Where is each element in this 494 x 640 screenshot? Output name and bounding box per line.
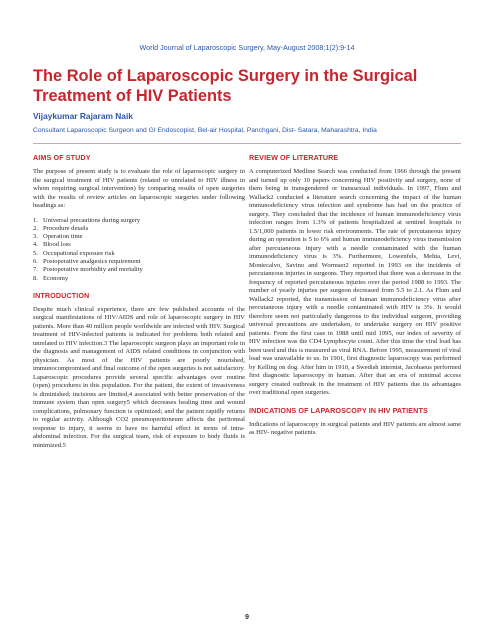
author-affiliation: Consultant Laparoscopic Surgeon and GI Endoscopist, Bel-air Hospital, Panchgani, Dist- Satara, Maharashtra, India — [33, 127, 377, 134]
left-column — [33, 153, 245, 456]
section-divider — [33, 143, 461, 144]
list-item: 4. Blood loss — [33, 241, 71, 249]
list-item: 1. Universal precautions during surgery — [33, 216, 141, 224]
aims-heading: AIMS OF STUDY — [33, 153, 91, 162]
author-name: Vijaykumar Rajaram Naik — [33, 111, 133, 121]
list-item: 8. Economy — [33, 274, 69, 282]
list-item: 3. Operation time — [33, 233, 83, 241]
list-item: 7. Postoperative morbidity and mortality — [33, 266, 143, 274]
review-paragraph: A computerized Medline Search was conducted from 1966 through the present and turned up only 10 papers concerning HIV positivity and surgery, none of them being in transgendered or transsexual individuals. In 1997, Flum and Wallack2 conducted a literature search concerning the impact of the human immunodeficiency virus infection and syndrome has had on the practice of surgery. They concluded that the incidence of human immunodeficiency virus infection ranges from 1.3% of patients hospitalized at sentinel hospitals to 1.5/1,000 patients in lower risk environments. The rate of percutaneous injury during an operation is 5 to 6% and human immunodeficiency virus transmission after percutaneous injury with a needle contaminated with the human immunodeficiency virus is 3%. Furthermore, Lowenfels, Mehta, Levi, Montecalvo, Savino and Wormser2 reported in 1993 on the incidents of percutaneous injuries in surgeons. They reported that there was a decrease in the frequency of reported percutaneous injuries over the period 1988 to 1993. The number of yearly injuries per surgeon decreased from 5.5 to 2.1. As Flum and Wallack2 reported, the transmission of human immunodeficiency virus after percutaneous injury with a needle contaminated with HIV is 3%. It would therefore seem not particularly dangerous to the individual surgeon, providing universal precautions are undertaken, to undertake surgery on HIV positive patients. From the first case in 1988 until mid 1995, our index of severity of HIV infection was the CD4 Lymphocyte count. After this time the viral load has been used and this is measured as viral RNA. Before 1995, measurement of viral load was unavailable to us. In 1901, first diagnostic laparoscopy was performed by Kelling on dog. After him in 1910, a Swedish internist, Jacobaeus performed first diagnostic laparoscopy in human. After that an era of minimal access surgery created outbreak in the treatment of HIV patients due its advantages over traditional open surgeries. — [249, 168, 461, 396]
aims-paragraph: The purpose of present study is to evaluate the role of laparoscopic surgery in the surgical treatment of HIV patients (related or unrelated to HIV illness in whom requiring surgical intervention) by comparing results of open surgeries with the results of review articles on laparoscopic surgeries under following headings as: — [33, 168, 245, 209]
aims-list — [33, 217, 245, 283]
list-item: 6. Postoperative analgesics requirement — [33, 257, 141, 265]
introduction-heading: INTRODUCTION — [33, 290, 90, 300]
article-title: The Role of Laparoscopic Surgery in the Surgical Treatment of HIV Patients — [33, 67, 418, 105]
right-column — [249, 153, 461, 444]
page-number: 9 — [245, 612, 249, 621]
list-item: 5. Occupational exposure risk — [33, 249, 115, 257]
journal-header: World Journal of Laparoscopic Surgery, May-August 2008;1(2):9-14 — [139, 43, 355, 52]
introduction-paragraph: Despite much clinical experience, there are few published accounts of the surgical manifestations of HIV/AIDS and role of laparoscopic surgery in HIV patients. More than 40 million people worldwide are infected with HIV. Surgical treatment of HIV-infected patients is indicated for problems both related and unrelated to HIV infection.3 The laparoscopic surgeon plays an important role in the diagnosis and management of AIDS related conditions in conjunction with physician. As most of the HIV patients are poorly nourished, immunocompromised and final outcome of the open surgeries is not satisfactory. Laparoscopic procedures provide several specific advantages over routine (open) procedures in this population. For the patient, the extent of invasiveness is diminished; incisions are limited,4 associated with better preservation of the immune system than open surgery5 which decreases healing time and wound complications, pulmonary function is optimized; and the patient rapidly returns to regular activity. Although CO2 pneumoperitoneum affects the peritoneal response to injury, it seems to have no harmful effect in terms of intra-abdominal infection. For the surgical team, risk of exposure to body fluids is minimized.5 — [33, 305, 245, 449]
list-item: 2. Procedure details — [33, 224, 89, 232]
indications-paragraph: Indications of laparoscopy in surgical patients and HIV patients are almost same as HIV- negative patients. — [249, 420, 461, 436]
review-heading: REVIEW OF LITERATURE — [249, 153, 339, 162]
indications-heading: INDICATIONS OF LAPAROSCOPY IN HIV PATIENTS — [249, 405, 428, 415]
